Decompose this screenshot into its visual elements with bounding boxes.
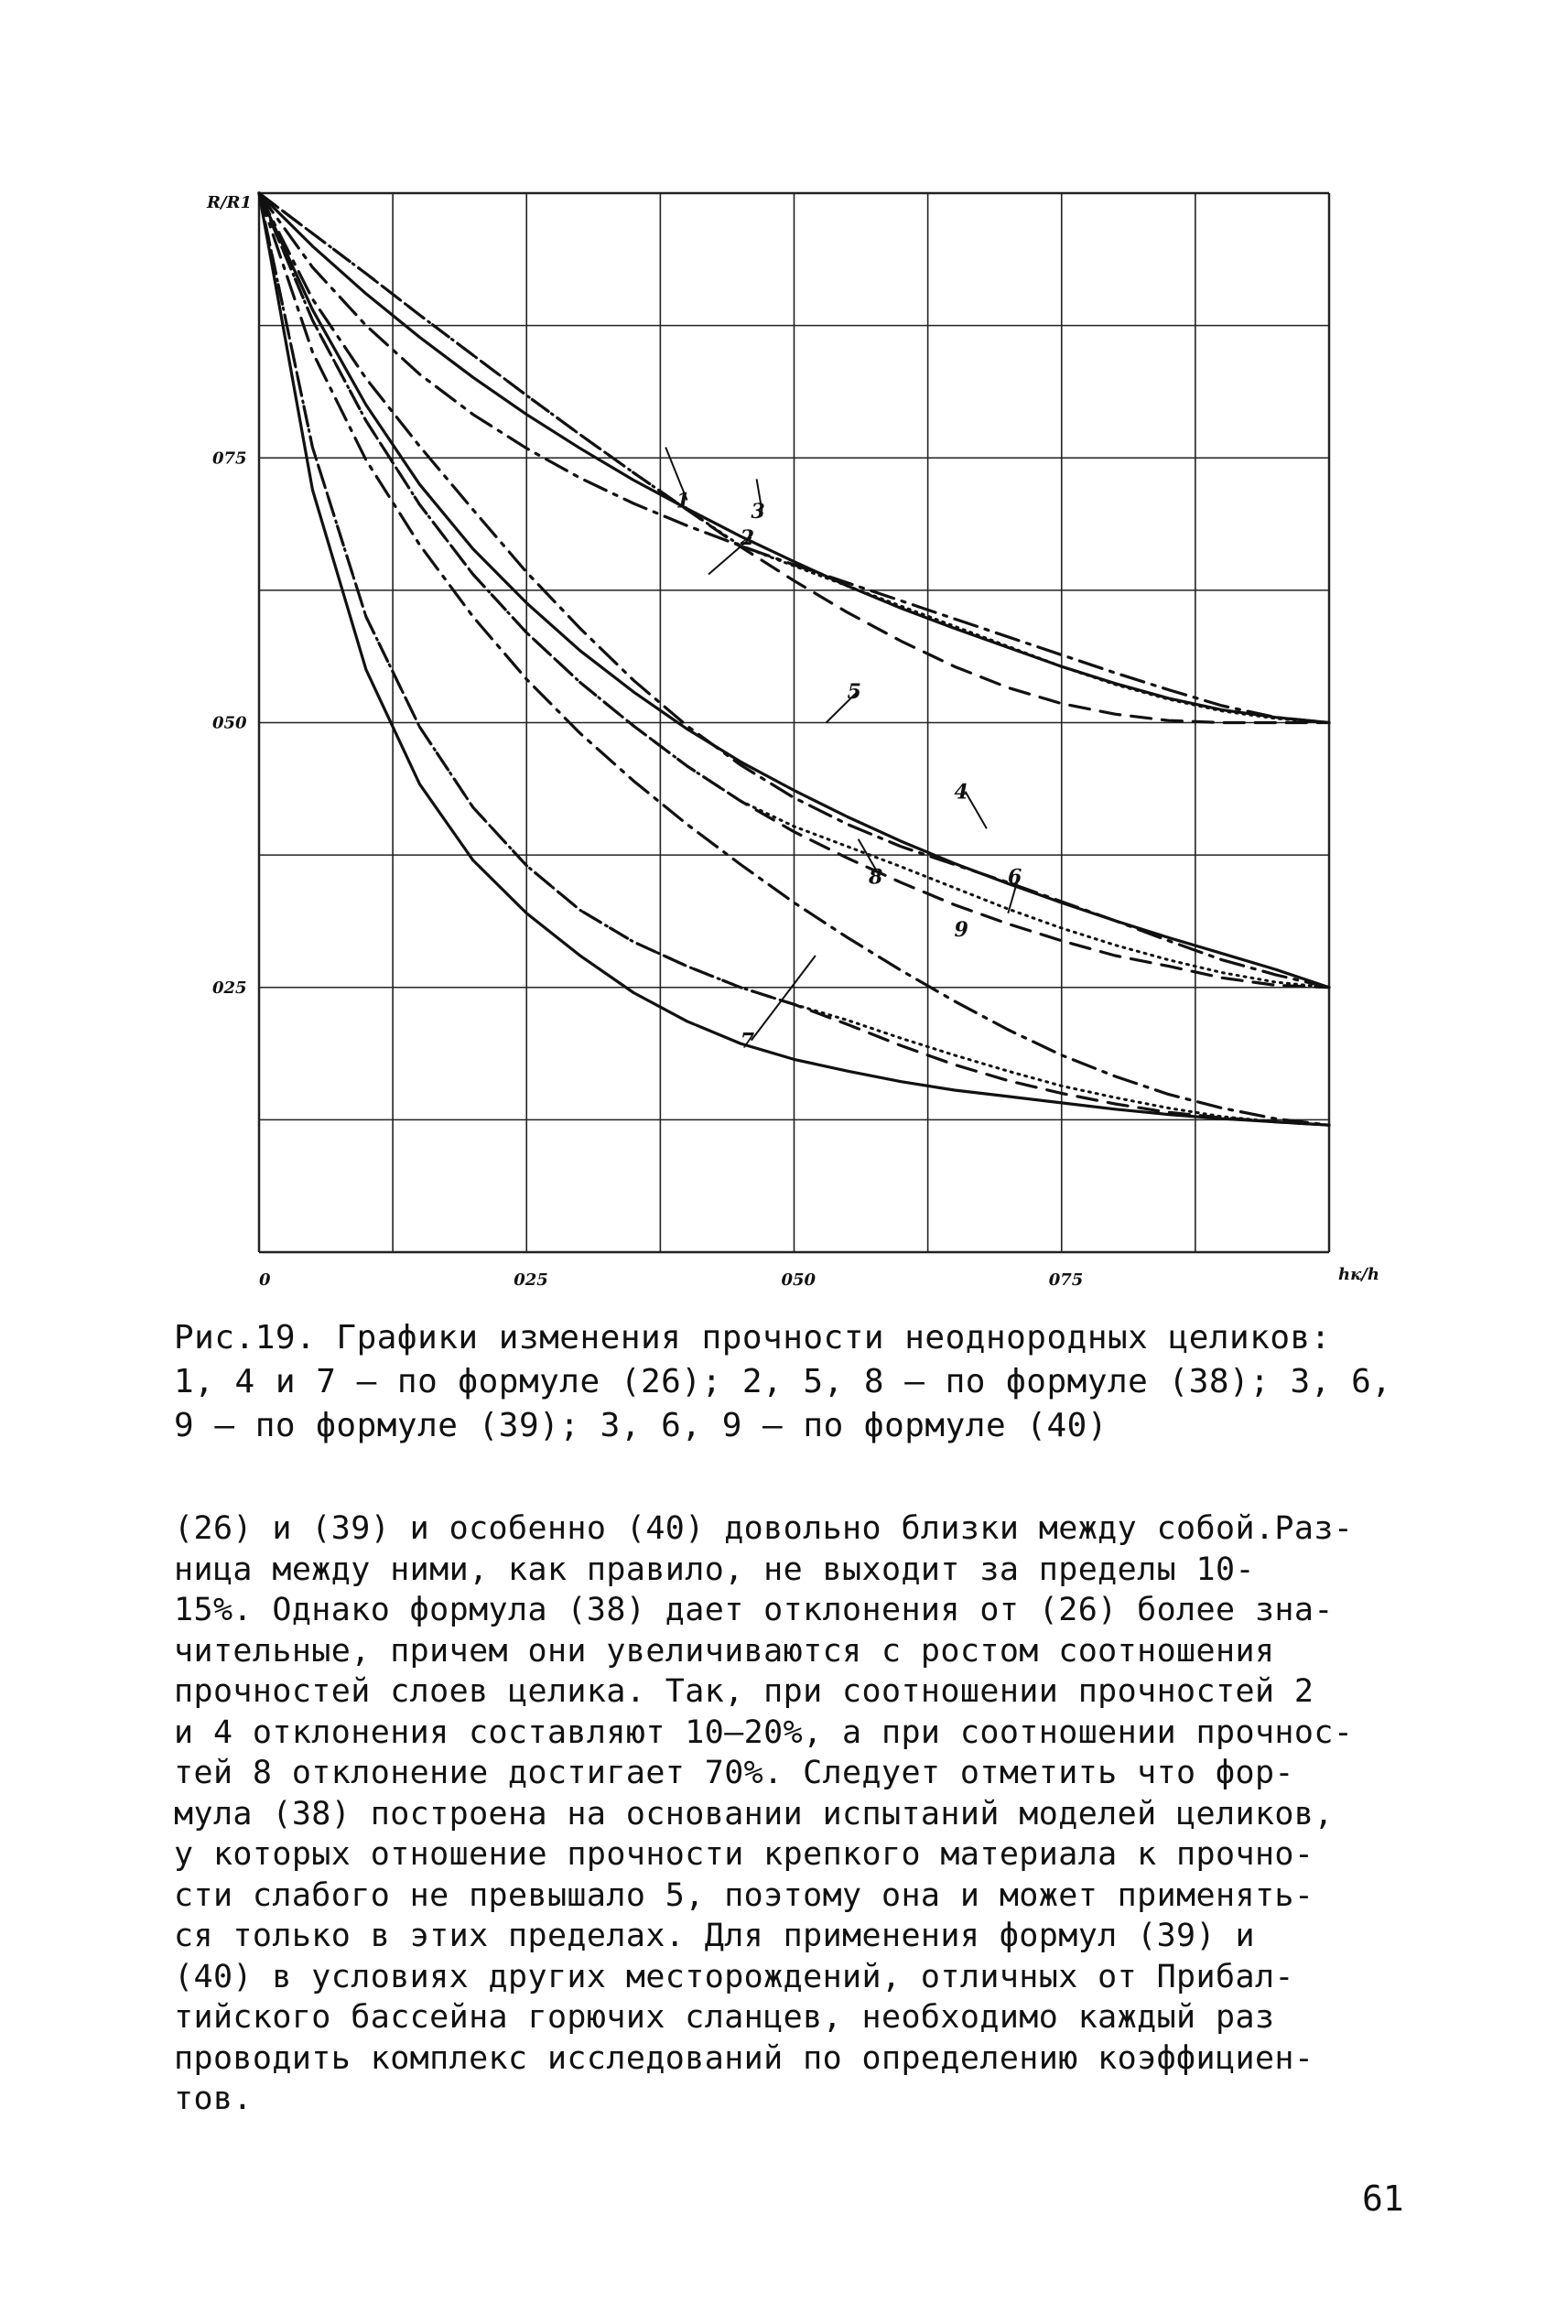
text-line: проводить комплекс исследований по определению коэффициен- [174,2039,1314,2077]
caption-line: Рис.19. Графики изменения прочности неоднородных целиков: [174,1319,1331,1357]
body-paragraph [174,1508,1437,2120]
y-tick-label: 075 [212,449,247,469]
text-line: сти слабого не превышало 5, поэтому она и может применять- [174,1876,1314,1914]
x-axis-label: hк/h [1338,1265,1379,1284]
y-tick-label: 025 [212,978,247,998]
x-tick-label: 075 [1048,1270,1084,1290]
text-line: у которых отношение прочности крепкого материала к прочно- [174,1836,1314,1873]
text-line: (40) в условиях других месторождений, отличных от Прибал- [174,1958,1294,1995]
text-line: ся только в этих пределах. Для применения формул (39) и [174,1918,1255,1954]
y-tick-label: 050 [212,713,247,733]
curve-label: 5 [847,679,861,704]
text-line: тийского бассейна горючих сланцев, необходимо каждый раз [174,1999,1275,2036]
x-tick-label: 050 [781,1270,816,1290]
curve-label: 4 [954,780,968,805]
text-line: тей 8 отклонение достигает 70%. Следует отметить что фор- [174,1755,1294,1791]
curve-label: 3 [751,500,765,524]
text-line: и 4 отклонения составляют 10–20%, а при соотношении прочнос- [174,1713,1354,1751]
curve-label: 1 [676,489,690,513]
curve-label: 9 [954,918,968,943]
curve-label: 8 [869,865,883,890]
text-line: чительные, причем они увеличиваются с ростом соотношения [174,1632,1275,1670]
curve-label-leader [752,956,816,1041]
page-number: 61 [1362,2178,1404,2219]
text-line: мула (38) построена на основании испытаний моделей целиков, [174,1795,1334,1832]
x-tick-label: 0 [259,1270,271,1290]
text-line: ница между ними, как правило, не выходит за пределы 10- [174,1551,1255,1588]
caption-line: 1, 4 и 7 – по формуле (26); 2, 5, 8 – по формуле (38); 3, 6, [174,1363,1392,1400]
text-line: (26) и (39) и особенно (40) довольно близки между собой.Раз- [174,1510,1354,1547]
text-line: 15%. Однако формула (38) дает отклонения от (26) более зна- [174,1592,1334,1628]
chart-labels [206,193,1379,1290]
y-axis-label: R/R1 [207,193,253,212]
curve-label: 7 [740,1029,755,1054]
curve-label: 2 [740,526,755,551]
text-line: прочностей слоев целика. Так, при соотношении прочностей 2 [174,1673,1314,1710]
curve-label-leader [966,792,987,828]
caption-line: 9 – по формуле (39); 3, 6, 9 – по формуле (40) [174,1407,1108,1444]
figure-caption [174,1316,1419,1448]
text-line: тов. [174,2081,253,2117]
x-tick-label: 025 [514,1270,548,1290]
curve-label: 6 [1007,865,1022,890]
